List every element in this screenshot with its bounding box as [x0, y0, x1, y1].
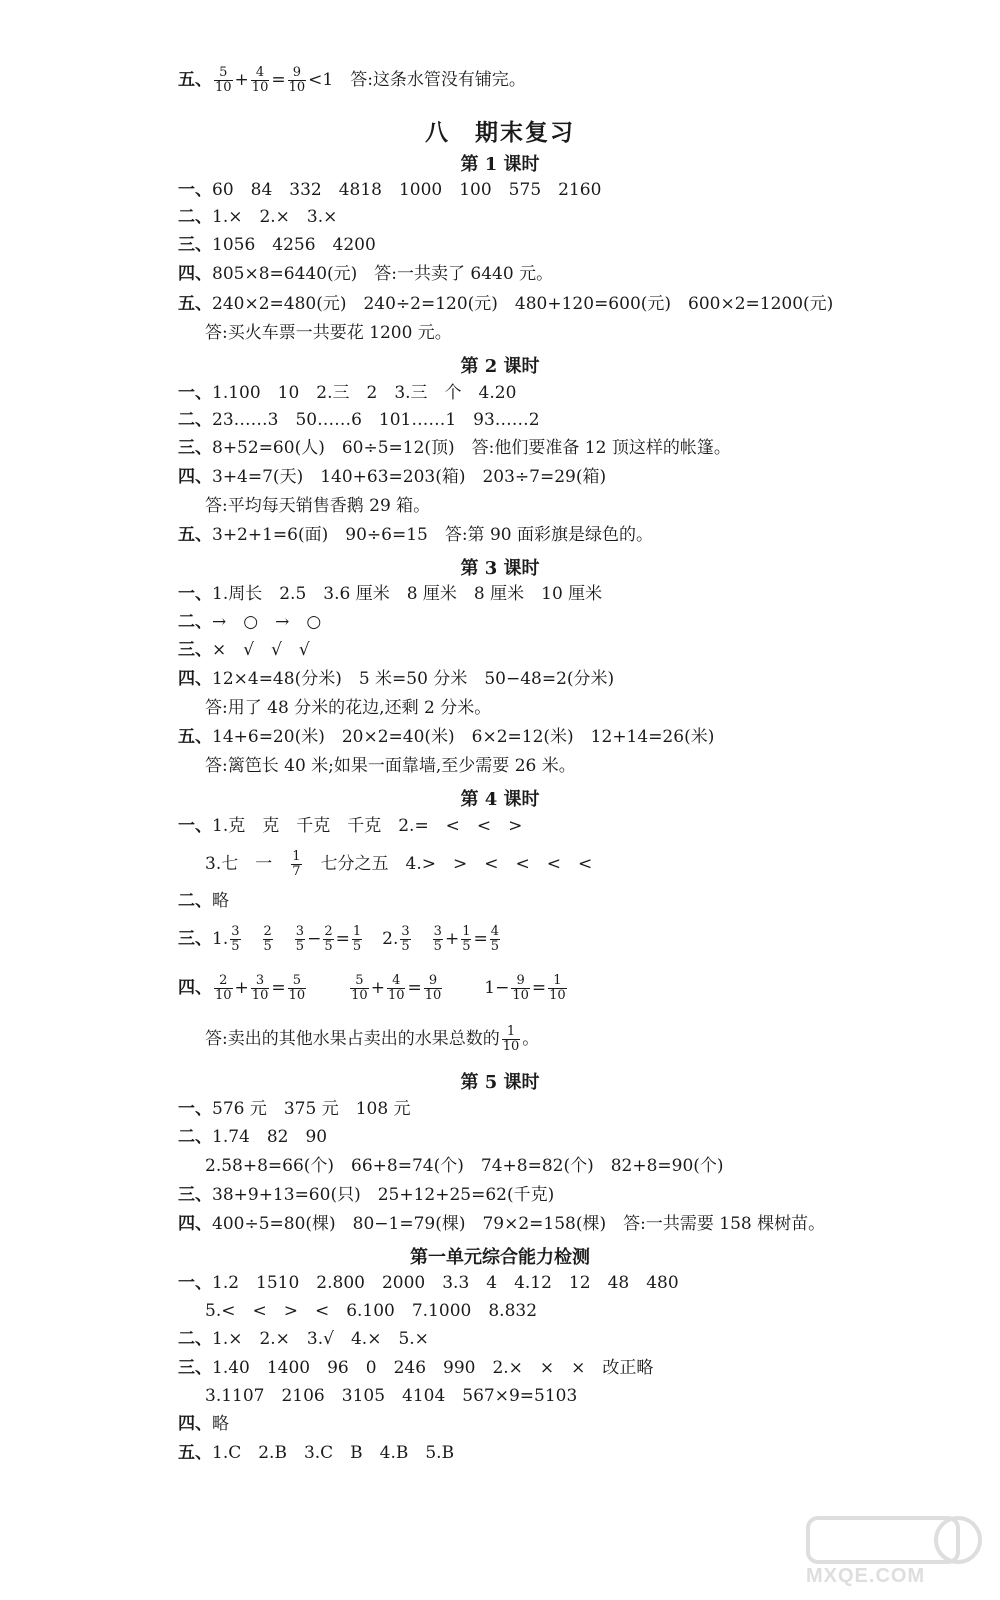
answer-line: 二、略: [178, 891, 229, 911]
answer-line: 二、1.74 82 90: [178, 1127, 328, 1147]
answer-line: 三、38+9+13=60(只) 25+12+25=62(千克): [178, 1185, 555, 1205]
answer-line: 一、576 元 375 元 108 元: [178, 1099, 411, 1119]
lesson-title: 第 3 课时: [460, 558, 540, 579]
answer-line: 5.< < > < 6.100 7.1000 8.832: [205, 1301, 538, 1321]
answer-line: 答:卖出的其他水果占卖出的水果总数的 $\frac{1}{10}$ 。: [205, 1024, 540, 1054]
fraction: $\frac{2}{10}$: [215, 973, 232, 1003]
fraction: $\frac{2}{5}$: [263, 924, 272, 954]
answer-line: 3.1107 2106 3105 4104 567×9=5103: [205, 1386, 578, 1406]
watermark-icon: [798, 1510, 988, 1570]
watermark-logo: [798, 1510, 988, 1592]
answer-line: 五、14+6=20(米) 20×2=40(米) 6×2=12(米) 12+14=26(米): [178, 727, 715, 747]
answer-line: 二、1.× 2.× 3.×: [178, 207, 338, 227]
answer-line: 一、1.100 10 2.三 2 3.三 个 4.20: [178, 383, 517, 403]
answer-line: 一、1.克 克 千克 千克 2.= < < >: [178, 816, 523, 836]
fraction: $\frac{1}{5}$: [462, 924, 471, 954]
answer-line: 三、8+52=60(人) 60÷5=12(顶) 答:他们要准备 12 顶这样的帐篷。: [178, 438, 731, 458]
answer-line: 3.七 一 $\frac{1}{7}$ 七分之五 4.> > < < < <: [205, 849, 593, 879]
fraction: $\frac{9}{10}$: [424, 973, 442, 1003]
fraction: $\frac{1}{5}$: [352, 924, 362, 954]
fraction: $\frac{3}{5}$: [433, 924, 442, 954]
item-label: 五、: [178, 70, 212, 90]
answer-line: 三、1.40 1400 96 0 246 990 2.× × × 改正略: [178, 1358, 654, 1378]
answer-line: 五、1.C 2.B 3.C B 4.B 5.B: [178, 1443, 455, 1463]
fraction: $\frac{1}{10}$: [549, 973, 566, 1003]
answer-line: 答:用了 48 分米的花边,还剩 2 分米。: [205, 698, 492, 718]
fraction: $\frac{3}{5}$: [231, 924, 240, 954]
fraction: $\frac{1}{10}$: [502, 1024, 520, 1054]
section-title: 第一单元综合能力检测: [410, 1247, 590, 1268]
answer-line: 三、1056 4256 4200: [178, 235, 376, 255]
answer-line: 四、略: [178, 1414, 229, 1434]
answer-line: 四、 $\frac{2}{10}$ + $\frac{3}{10}$ = $\frac{5}{10}$ $\frac{5}{10}$ + $\frac{4}{10}$ = $\frac{9}{10}$ 1− $\frac{9}{10}$ = $\frac{1}{10}$: [178, 973, 566, 1003]
answer-line: 一、60 84 332 4818 1000 100 575 2160: [178, 180, 602, 200]
answer-line: 二、23……3 50……6 101……1 93……2: [178, 410, 540, 430]
fraction: $\frac{5}{10}$: [351, 973, 368, 1003]
answer-line: 四、12×4=48(分米) 5 米=50 分米 50−48=2(分米): [178, 669, 615, 689]
answer-line: 一、1.周长 2.5 3.6 厘米 8 厘米 8 厘米 10 厘米: [178, 584, 603, 604]
lesson-title: 第 5 课时: [460, 1072, 540, 1093]
answer-line: 答:篱笆长 40 米;如果一面靠墙,至少需要 26 米。: [205, 756, 576, 776]
fraction: $\frac{1}{7}$: [292, 849, 301, 879]
fraction: $\frac{2}{5}$: [324, 924, 333, 954]
answer-line: 三、1. $\frac{3}{5}$ $\frac{2}{5}$ $\frac{3}{5}$ − $\frac{2}{5}$ = $\frac{1}{5}$ 2. $\frac{3}{5}$ $\frac{3}{5}$ + $\frac{1}{5}$ = $\frac{4}{5}$: [178, 924, 499, 954]
answer-line: 一、1.2 1510 2.800 2000 3.3 4 4.12 12 48 480: [178, 1273, 679, 1293]
lesson-title: 第 1 课时: [460, 154, 540, 175]
answer-line: 四、805×8=6440(元) 答:一共卖了 6440 元。: [178, 264, 554, 284]
fraction: $\frac{3}{10}$: [251, 973, 269, 1003]
fraction: $\frac{5}{10}$: [288, 973, 306, 1003]
answer-line: 答:买火车票一共要花 1200 元。: [205, 323, 452, 343]
answer-line: 二、→ ○ → ○: [178, 612, 322, 632]
lesson-title: 第 4 课时: [460, 789, 540, 810]
fraction: $\frac{9}{10}$: [512, 973, 529, 1003]
answer-line: 五、240×2=480(元) 240÷2=120(元) 480+120=600(元) 600×2=1200(元): [178, 294, 834, 314]
watermark-text: MXQE.COM: [806, 1565, 926, 1587]
lesson-title: 第 2 课时: [460, 356, 540, 377]
answer-line: 二、1.× 2.× 3.√ 4.× 5.×: [178, 1329, 429, 1349]
fraction: $\frac{5}{10}$: [215, 65, 232, 95]
answer-line: 答:平均每天销售香鹅 29 箱。: [205, 496, 431, 516]
chapter-title: 八 期末复习: [425, 119, 575, 146]
fraction: $\frac{4}{5}$: [490, 924, 499, 954]
answer-line: 2.58+8=66(个) 66+8=74(个) 74+8=82(个) 82+8=90(个): [205, 1156, 724, 1176]
answer-line: 四、3+4=7(天) 140+63=203(箱) 203÷7=29(箱): [178, 467, 607, 487]
fraction: $\frac{4}{10}$: [251, 65, 269, 95]
fraction: $\frac{3}{5}$: [401, 924, 410, 954]
fraction: $\frac{3}{5}$: [295, 924, 305, 954]
answer-line: 四、400÷5=80(棵) 80−1=79(棵) 79×2=158(棵) 答:一共需要 158 棵树苗。: [178, 1214, 826, 1234]
intro-line: 五、 $\frac{5}{10}$ + $\frac{4}{10}$ = $\frac{9}{10}$ <1 答:这条水管没有铺完。: [178, 65, 526, 95]
answer-line: 三、× √ √ √: [178, 640, 310, 660]
answer-line: 五、3+2+1=6(面) 90÷6=15 答:第 90 面彩旗是绿色的。: [178, 525, 653, 545]
fraction: $\frac{9}{10}$: [288, 65, 306, 95]
fraction: $\frac{4}{10}$: [387, 973, 405, 1003]
